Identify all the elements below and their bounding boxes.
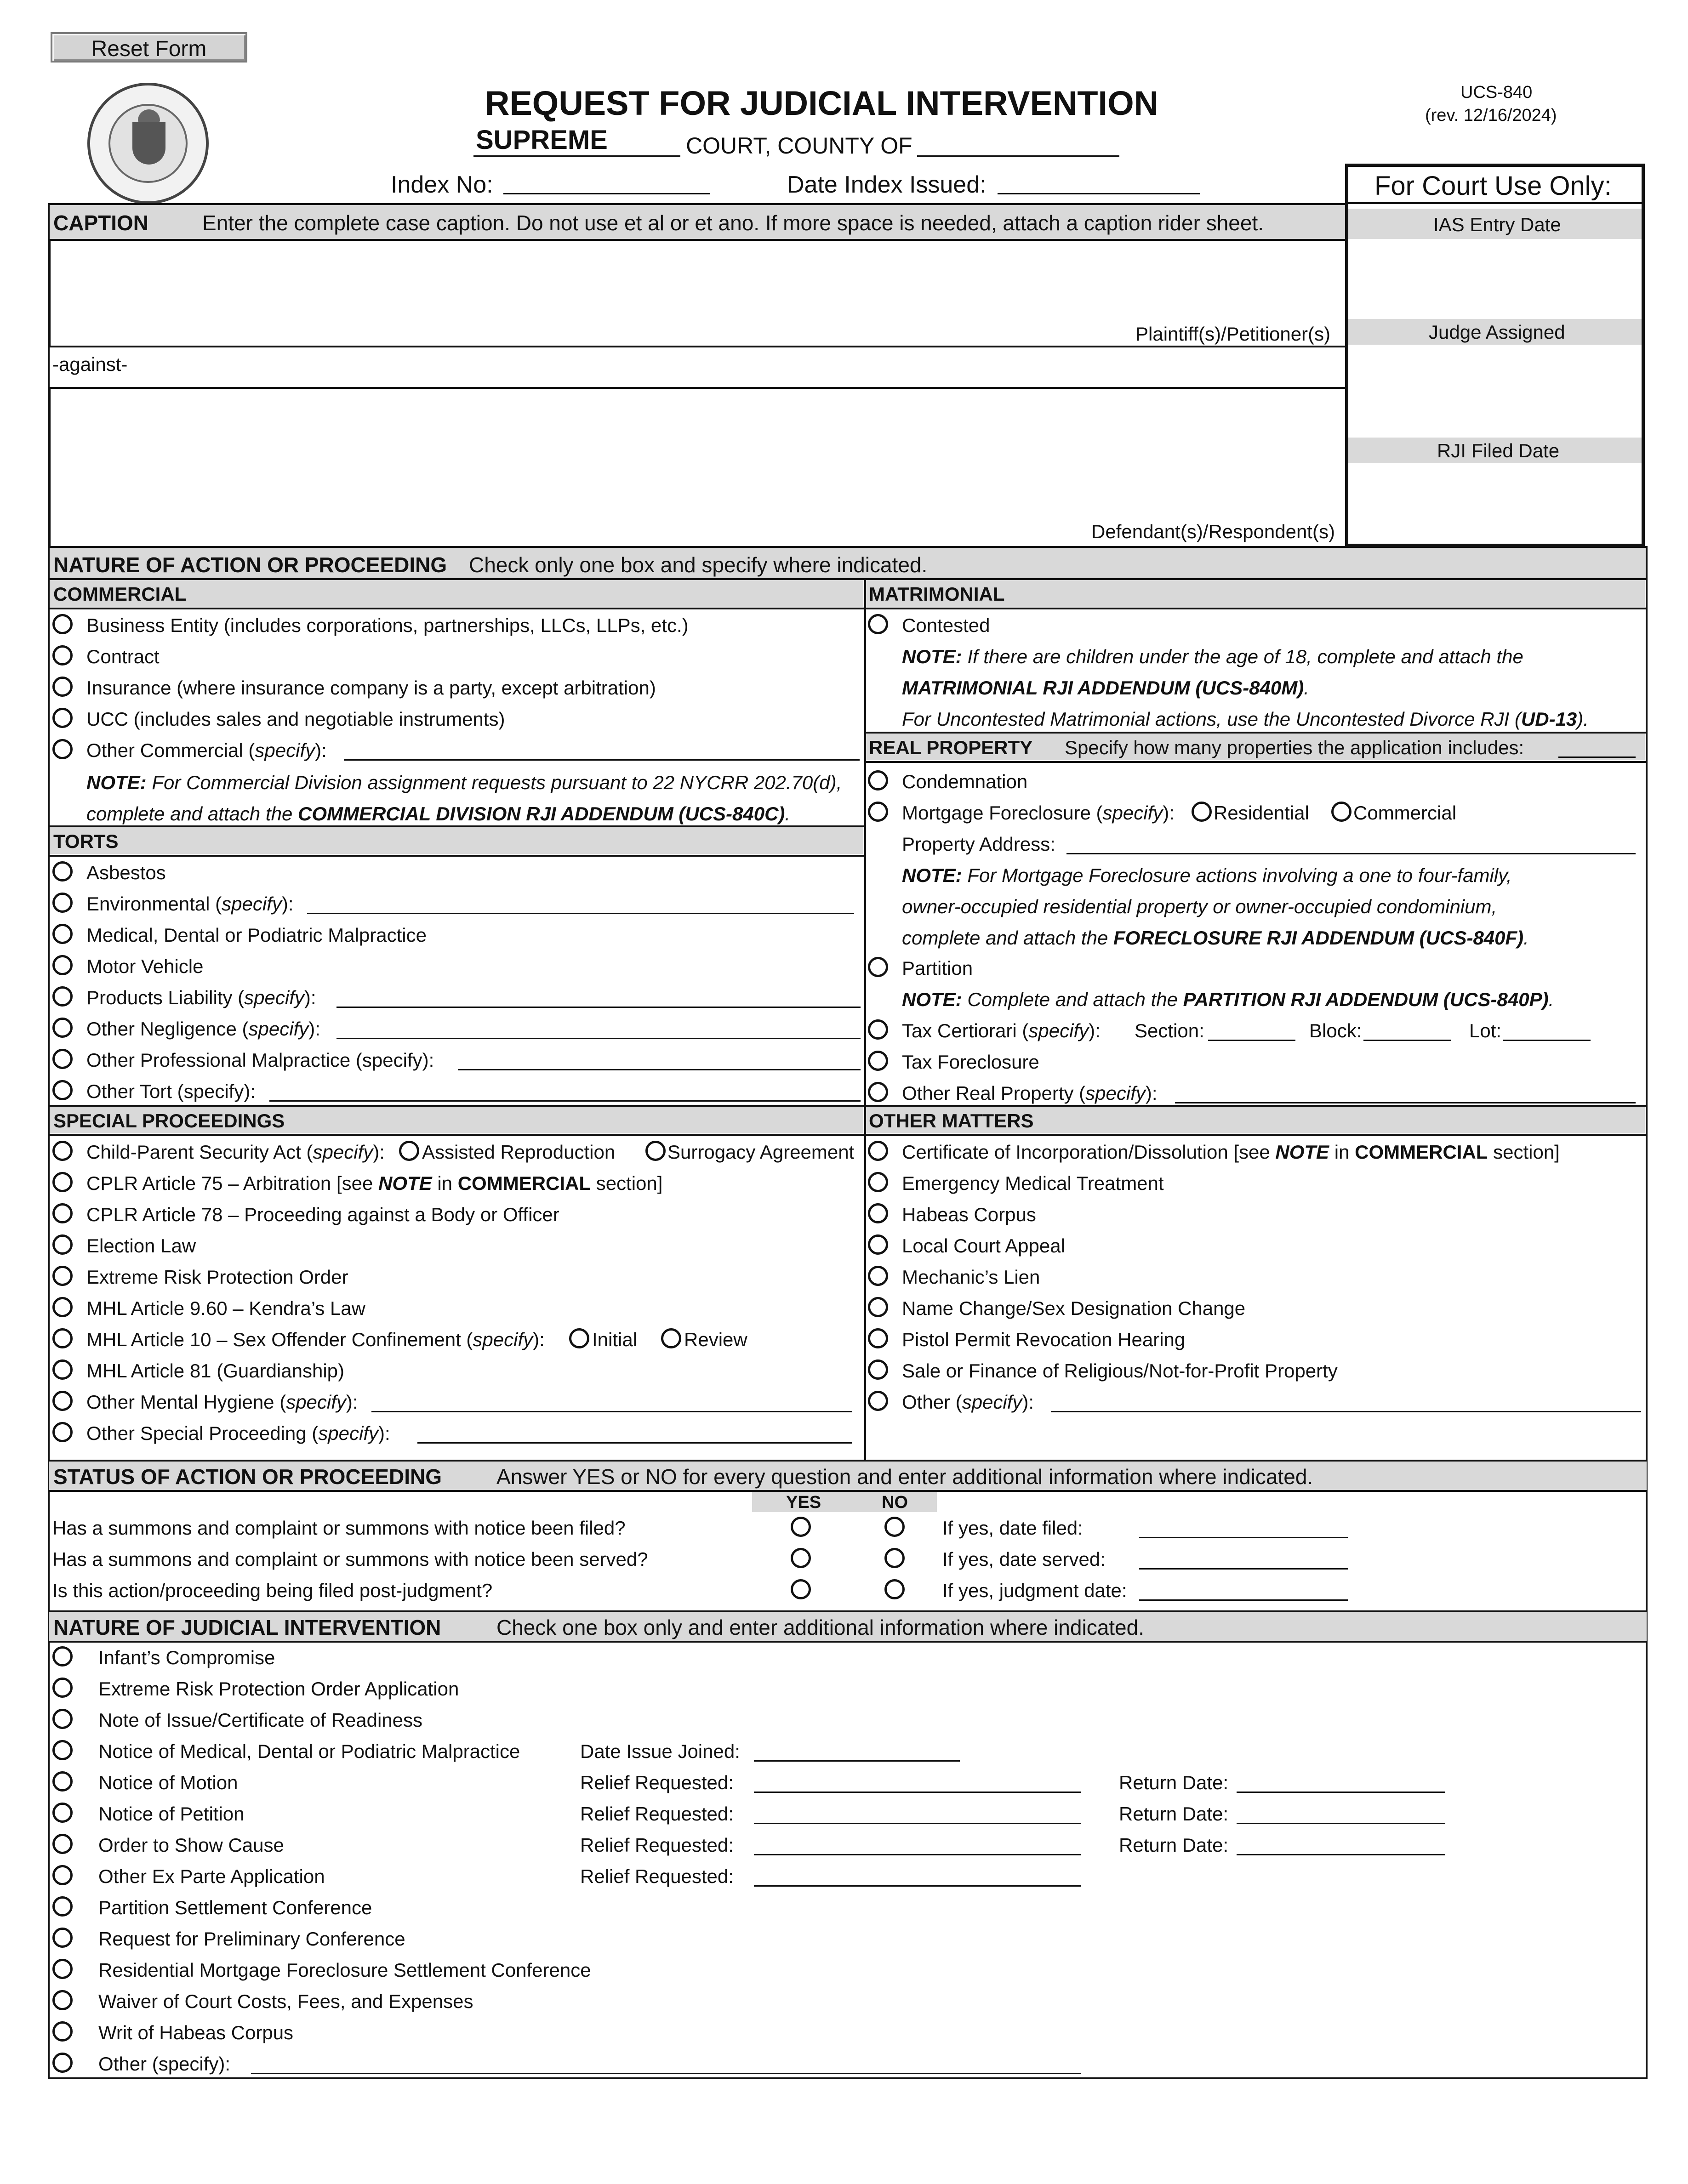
commercial-note-line1: NOTE: For Commercial Division assignment requests pursuant to 22 NYCRR 202.70(d),	[86, 772, 842, 793]
radio-other-special[interactable]	[52, 1422, 73, 1442]
intervention-item: Order to Show Cause	[98, 1834, 284, 1856]
other-matters-item: Local Court Appeal	[902, 1235, 1065, 1257]
page-title: REQUEST FOR JUDICIAL INTERVENTION	[485, 84, 1159, 122]
radio-other-commercial[interactable]	[52, 739, 73, 759]
radio-local-court-appeal[interactable]	[868, 1234, 888, 1255]
torts-header: TORTS	[53, 830, 119, 852]
radio-notice-malpractice[interactable]	[52, 1740, 73, 1760]
caption-label: CAPTION	[53, 211, 148, 235]
commercial-item: UCC (includes sales and negotiable instruments)	[86, 708, 505, 730]
radio-extreme-risk[interactable]	[52, 1266, 73, 1286]
other-matters-item: Name Change/Sex Designation Change	[902, 1297, 1246, 1319]
return-date-motion-input[interactable]	[1237, 1792, 1445, 1793]
yes-column-header: YES	[786, 1493, 821, 1512]
radio-surrogacy[interactable]	[645, 1141, 666, 1161]
radio-writ-habeas[interactable]	[52, 2021, 73, 2042]
radio-notice-of-motion[interactable]	[52, 1771, 73, 1792]
radio-partition[interactable]	[868, 957, 888, 977]
no-column-header: NO	[882, 1493, 908, 1512]
partition-note: NOTE: Complete and attach the PARTITION RJI ADDENDUM (UCS-840P).	[902, 989, 1554, 1010]
intervention-item: Extreme Risk Protection Order Application	[98, 1678, 459, 1700]
intervention-item: Notice of Medical, Dental or Podiatric Malpractice	[98, 1740, 520, 1762]
index-no-label: Index No:	[391, 171, 493, 198]
radio-note-of-issue[interactable]	[52, 1709, 73, 1729]
relief-petition-input[interactable]	[754, 1823, 1081, 1824]
residential-label: Residential	[1214, 802, 1309, 824]
radio-other-mental-hygiene[interactable]	[52, 1391, 73, 1411]
radio-insurance[interactable]	[52, 677, 73, 697]
relief-motion-input[interactable]	[754, 1792, 1081, 1793]
other-matters-item: Emergency Medical Treatment	[902, 1172, 1164, 1194]
matrimonial-note-line2: MATRIMONIAL RJI ADDENDUM (UCS-840M).	[902, 677, 1309, 699]
radio-environmental[interactable]	[52, 893, 73, 913]
commercial-item: Contract	[86, 646, 160, 667]
radio-ex-parte[interactable]	[52, 1865, 73, 1885]
intervention-item: Waiver of Court Costs, Fees, and Expenses	[98, 1991, 473, 2012]
other-malpractice-input[interactable]	[458, 1069, 861, 1070]
return-date-petition-input[interactable]	[1237, 1823, 1445, 1824]
torts-item: Other Tort (specify):	[86, 1081, 256, 1102]
lot-input[interactable]	[1503, 1040, 1591, 1041]
uncontested-note: For Uncontested Matrimonial actions, use the Uncontested Divorce RJI (UD-13).	[902, 708, 1589, 730]
environmental-input[interactable]	[307, 913, 854, 914]
initial-label: Initial	[592, 1329, 638, 1350]
radio-tax-certiorari[interactable]	[868, 1019, 888, 1040]
radio-mhl-81[interactable]	[52, 1359, 73, 1380]
commercial-header: COMMERCIAL	[53, 583, 187, 605]
date-filed-input[interactable]	[1139, 1537, 1348, 1538]
radio-contested[interactable]	[868, 614, 888, 634]
special-item: MHL Article 9.60 – Kendra’s Law	[86, 1297, 365, 1319]
other-commercial-input[interactable]	[344, 759, 860, 761]
property-count-input[interactable]	[1558, 756, 1636, 758]
status-followup: If yes, date filed:	[942, 1517, 1083, 1539]
radio-other-intervention[interactable]	[52, 2053, 73, 2073]
matrimonial-header: MATRIMONIAL	[869, 583, 1005, 605]
commercial-item: Business Entity (includes corporations, partnerships, LLCs, LLPs, etc.)	[86, 614, 689, 636]
other-special-input[interactable]	[417, 1442, 852, 1444]
matrimonial-note-line1: NOTE: If there are children under the age of 18, complete and attach the	[902, 646, 1523, 667]
torts-item: Asbestos	[86, 862, 166, 883]
relief-requested-label: Relief Requested:	[580, 1866, 734, 1887]
judge-assigned-label: Judge Assigned	[1429, 321, 1565, 343]
intervention-item: Notice of Petition	[98, 1803, 245, 1825]
foreclosure-note-line1: NOTE: For Mortgage Foreclosure actions involving a one to four-family,	[902, 864, 1512, 886]
radio-products-liability[interactable]	[52, 986, 73, 1007]
radio-partition-settlement[interactable]	[52, 1896, 73, 1917]
intervention-item: Other Ex Parte Application	[98, 1866, 325, 1887]
radio-certificate-incorporation[interactable]	[868, 1141, 888, 1161]
date-index-input[interactable]	[998, 193, 1200, 194]
radio-other-negligence[interactable]	[52, 1018, 73, 1038]
section-label: Section:	[1135, 1020, 1204, 1041]
special-item: Other Mental Hygiene (specify):	[86, 1391, 358, 1413]
radio-cplr-78[interactable]	[52, 1203, 73, 1223]
form-revision: (rev. 12/16/2024)	[1425, 106, 1557, 125]
radio-medical-malpractice[interactable]	[52, 924, 73, 944]
radio-ucc[interactable]	[52, 708, 73, 728]
caption-instruction: Enter the complete case caption. Do not use et al or et ano. If more space is needed, attach a caption rider sheet.	[202, 211, 1264, 235]
form-code: UCS-840	[1460, 83, 1533, 102]
radio-election-law[interactable]	[52, 1234, 73, 1255]
radio-served-yes[interactable]	[791, 1548, 811, 1568]
lot-label: Lot:	[1469, 1020, 1502, 1041]
relief-requested-label: Relief Requested:	[580, 1834, 734, 1856]
other-matters-input[interactable]	[1051, 1411, 1641, 1412]
other-real-property-label: Other Real Property (specify):	[902, 1082, 1158, 1104]
radio-filed-no[interactable]	[884, 1517, 905, 1537]
special-proceedings-header: SPECIAL PROCEEDINGS	[53, 1110, 285, 1132]
against-label: -against-	[52, 353, 128, 375]
judicial-intervention-instruction: Check one box only and enter additional information where indicated.	[496, 1615, 1144, 1639]
intervention-item: Infant’s Compromise	[98, 1647, 275, 1668]
radio-business-entity[interactable]	[52, 614, 73, 634]
contested-label: Contested	[902, 614, 990, 636]
status-followup: If yes, date served:	[942, 1548, 1106, 1570]
status-question: Has a summons and complaint or summons with notice been filed?	[52, 1517, 626, 1539]
other-matters-header: OTHER MATTERS	[869, 1110, 1034, 1132]
court-use-title: For Court Use Only:	[1374, 171, 1612, 201]
radio-review[interactable]	[661, 1328, 681, 1348]
date-issue-joined-input[interactable]	[754, 1760, 960, 1762]
intervention-item: Note of Issue/Certificate of Readiness	[98, 1709, 423, 1731]
other-matters-item: Habeas Corpus	[902, 1204, 1036, 1225]
radio-order-to-show-cause[interactable]	[52, 1834, 73, 1854]
special-item: MHL Article 10 – Sex Offender Confinement (specify):	[86, 1329, 545, 1350]
mortgage-label: Mortgage Foreclosure (specify):	[902, 802, 1175, 824]
radio-emergency-medical[interactable]	[868, 1172, 888, 1192]
condemnation-label: Condemnation	[902, 771, 1028, 792]
torts-item: Products Liability (specify):	[86, 987, 316, 1008]
radio-condemnation[interactable]	[868, 770, 888, 791]
return-date-label: Return Date:	[1119, 1834, 1229, 1856]
radio-pistol-permit[interactable]	[868, 1328, 888, 1348]
other-negligence-input[interactable]	[336, 1038, 861, 1039]
radio-filed-yes[interactable]	[791, 1517, 811, 1537]
radio-notice-of-petition[interactable]	[52, 1803, 73, 1823]
other-matters-item: Certificate of Incorporation/Dissolution [see NOTE in COMMERCIAL section]	[902, 1141, 1560, 1163]
status-followup: If yes, judgment date:	[942, 1580, 1127, 1601]
foreclosure-note-line2: owner-occupied residential property or owner-occupied condominium,	[902, 896, 1497, 917]
torts-item: Medical, Dental or Podiatric Malpractice	[86, 924, 427, 946]
radio-mhl-10[interactable]	[52, 1328, 73, 1348]
other-matters-item: Pistol Permit Revocation Hearing	[902, 1329, 1186, 1350]
torts-item: Other Professional Malpractice (specify):	[86, 1049, 434, 1071]
date-served-input[interactable]	[1139, 1568, 1348, 1570]
commercial-item: Other Commercial (specify):	[86, 739, 327, 761]
special-item: Other Special Proceeding (specify):	[86, 1422, 390, 1444]
status-action-label: STATUS OF ACTION OR PROCEEDING	[53, 1465, 442, 1489]
date-issue-joined-label: Date Issue Joined:	[580, 1740, 740, 1762]
special-item: CPLR Article 75 – Arbitration [see NOTE in COMMERCIAL section]	[86, 1172, 663, 1194]
review-label: Review	[684, 1329, 747, 1350]
commercial-property-label: Commercial	[1353, 802, 1457, 824]
radio-waiver-costs[interactable]	[52, 1990, 73, 2010]
assisted-reproduction-label: Assisted Reproduction	[422, 1141, 616, 1163]
special-item: Election Law	[86, 1235, 196, 1257]
nature-action-instruction: Check only one box and specify where indicated.	[469, 553, 928, 577]
radio-initial[interactable]	[569, 1328, 589, 1348]
radio-asbestos[interactable]	[52, 861, 73, 882]
return-date-label: Return Date:	[1119, 1772, 1229, 1793]
radio-infants-compromise[interactable]	[52, 1646, 73, 1666]
foreclosure-note-line3: complete and attach the FORECLOSURE RJI ADDENDUM (UCS-840F).	[902, 927, 1529, 949]
intervention-item: Other (specify):	[98, 2053, 231, 2075]
reset-form-button[interactable]: Reset Form	[51, 32, 247, 63]
special-item: Child-Parent Security Act (specify):	[86, 1141, 385, 1163]
other-intervention-input[interactable]	[251, 2073, 1081, 2074]
radio-post-judgment-yes[interactable]	[791, 1579, 811, 1599]
county-input[interactable]	[917, 155, 1119, 157]
tax-foreclosure-label: Tax Foreclosure	[902, 1051, 1039, 1073]
torts-item: Motor Vehicle	[86, 956, 204, 977]
court-county-label: COURT, COUNTY OF	[686, 133, 912, 159]
other-matters-item: Sale or Finance of Religious/Not-for-Profit Property	[902, 1360, 1338, 1382]
relief-osc-input[interactable]	[754, 1854, 1081, 1855]
relief-requested-label: Relief Requested:	[580, 1772, 734, 1793]
judicial-intervention-label: NATURE OF JUDICIAL INTERVENTION	[53, 1615, 441, 1639]
products-liability-input[interactable]	[336, 1007, 861, 1008]
radio-foreclosure-settlement[interactable]	[52, 1959, 73, 1979]
intervention-item: Partition Settlement Conference	[98, 1897, 372, 1918]
radio-child-parent[interactable]	[52, 1141, 73, 1161]
radio-other-professional-malpractice[interactable]	[52, 1049, 73, 1069]
other-real-property-input[interactable]	[1175, 1102, 1636, 1103]
intervention-item: Residential Mortgage Foreclosure Settlement Conference	[98, 1959, 591, 1981]
other-tort-input[interactable]	[269, 1100, 861, 1102]
radio-mhl-960[interactable]	[52, 1297, 73, 1317]
court-type-field[interactable]: SUPREME	[476, 125, 608, 155]
radio-cplr-75[interactable]	[52, 1172, 73, 1192]
radio-assisted-reproduction[interactable]	[399, 1141, 419, 1161]
radio-motor-vehicle[interactable]	[52, 955, 73, 975]
radio-erpo-application[interactable]	[52, 1678, 73, 1698]
torts-item: Other Negligence (specify):	[86, 1018, 320, 1040]
status-action-instruction: Answer YES or NO for every question and enter additional information where indicated.	[496, 1465, 1313, 1489]
intervention-item: Writ of Habeas Corpus	[98, 2022, 294, 2043]
partition-label: Partition	[902, 957, 973, 979]
real-property-instruction: Specify how many properties the application includes:	[1065, 737, 1524, 758]
date-index-label: Date Index Issued:	[787, 171, 987, 198]
radio-post-judgment-no[interactable]	[884, 1579, 905, 1599]
status-question: Is this action/proceeding being filed post-judgment?	[52, 1580, 493, 1601]
index-no-input[interactable]	[503, 193, 710, 194]
special-item: MHL Article 81 (Guardianship)	[86, 1360, 345, 1382]
status-question: Has a summons and complaint or summons with notice been served?	[52, 1548, 648, 1570]
court-type-underline	[473, 155, 680, 157]
commercial-note-line2: complete and attach the COMMERCIAL DIVISION RJI ADDENDUM (UCS-840C).	[86, 803, 791, 825]
new-york-state-seal	[87, 83, 209, 204]
rji-filed-label: RJI Filed Date	[1437, 440, 1560, 461]
torts-item: Environmental (specify):	[86, 893, 294, 915]
block-input[interactable]	[1363, 1040, 1451, 1041]
plaintiff-label: Plaintiff(s)/Petitioner(s)	[1135, 323, 1331, 345]
surrogacy-label: Surrogacy Agreement	[667, 1141, 855, 1163]
radio-served-no[interactable]	[884, 1548, 905, 1568]
special-item: Extreme Risk Protection Order	[86, 1266, 348, 1288]
relief-requested-label: Relief Requested:	[580, 1803, 734, 1825]
radio-residential[interactable]	[1192, 802, 1212, 822]
commercial-item: Insurance (where insurance company is a party, except arbitration)	[86, 677, 656, 699]
nature-action-label: NATURE OF ACTION OR PROCEEDING	[53, 553, 447, 577]
intervention-item: Request for Preliminary Conference	[98, 1928, 405, 1950]
other-matters-item: Mechanic’s Lien	[902, 1266, 1040, 1288]
radio-other-matters[interactable]	[868, 1391, 888, 1411]
relief-ex-parte-input[interactable]	[754, 1885, 1081, 1887]
radio-habeas-corpus[interactable]	[868, 1203, 888, 1223]
defendant-label: Defendant(s)/Respondent(s)	[1091, 521, 1335, 542]
block-label: Block:	[1309, 1020, 1362, 1041]
radio-tax-foreclosure[interactable]	[868, 1051, 888, 1071]
section-input[interactable]	[1208, 1040, 1295, 1041]
radio-commercial-property[interactable]	[1331, 802, 1352, 822]
tax-certiorari-label: Tax Certiorari (specify):	[902, 1020, 1101, 1041]
other-matters-item: Other (specify):	[902, 1391, 1034, 1413]
real-property-header: REAL PROPERTY	[869, 737, 1033, 758]
radio-religious-property[interactable]	[868, 1359, 888, 1380]
radio-preliminary-conference[interactable]	[52, 1928, 73, 1948]
radio-name-change[interactable]	[868, 1297, 888, 1317]
property-address-label: Property Address:	[902, 833, 1055, 855]
radio-mechanics-lien[interactable]	[868, 1266, 888, 1286]
property-address-input[interactable]	[1066, 853, 1636, 854]
radio-mortgage-foreclosure[interactable]	[868, 802, 888, 822]
intervention-item: Notice of Motion	[98, 1772, 238, 1793]
special-item: CPLR Article 78 – Proceeding against a Body or Officer	[86, 1204, 559, 1225]
radio-contract[interactable]	[52, 645, 73, 665]
ias-entry-label: IAS Entry Date	[1433, 214, 1561, 235]
return-date-osc-input[interactable]	[1237, 1854, 1445, 1855]
radio-other-tort[interactable]	[52, 1080, 73, 1100]
return-date-label: Return Date:	[1119, 1803, 1229, 1825]
other-mental-hygiene-input[interactable]	[371, 1411, 852, 1412]
radio-other-real-property[interactable]	[868, 1082, 888, 1102]
judgment-date-input[interactable]	[1139, 1599, 1348, 1601]
